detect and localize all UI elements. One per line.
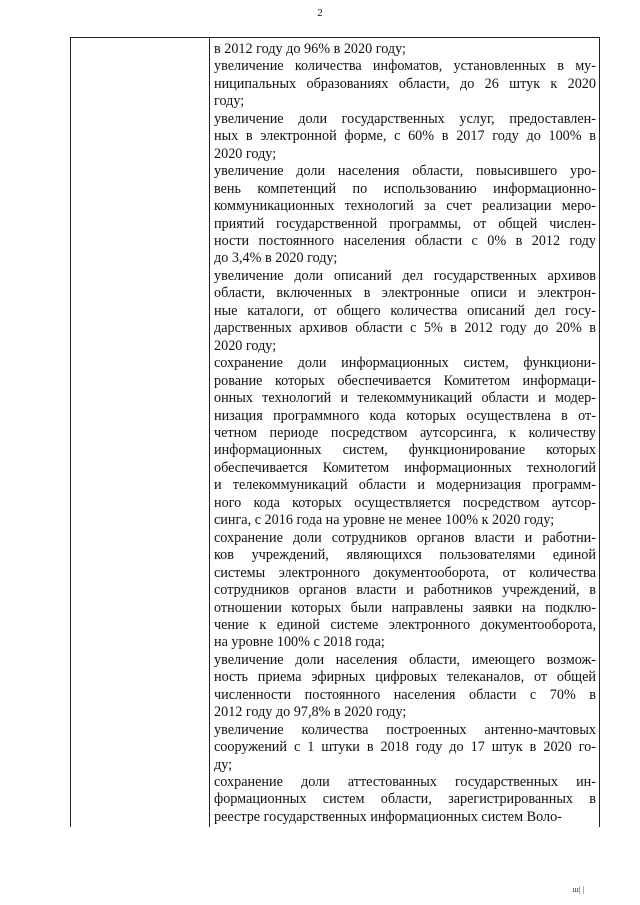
page-number: 2 bbox=[317, 7, 323, 19]
text-line: реестре государственных информационных систем Воло- bbox=[214, 808, 562, 825]
text-line: увеличение доли населения области, повысившего уро- bbox=[214, 163, 596, 180]
text-line: сотрудников органов власти и работников учреждений, в bbox=[214, 582, 596, 599]
text-line: сохранение доли сотрудников органов власти и работни- bbox=[214, 529, 596, 546]
footer-mark: ш| | bbox=[572, 885, 584, 894]
indicator-paragraph bbox=[214, 268, 596, 355]
text-line: дарственных архивов области с 5% в 2012 году до 20% в bbox=[214, 320, 596, 337]
text-line: 2020 году; bbox=[214, 145, 277, 162]
text-line: синга, с 2016 года на уровне не менее 100% к 2020 году; bbox=[214, 512, 555, 529]
indicator-paragraph bbox=[214, 111, 596, 163]
text-line: низация программного кода которых осуществлена в от- bbox=[214, 407, 596, 424]
text-line: увеличение доли государственных услуг, предоставлен- bbox=[214, 110, 596, 127]
indicator-paragraph bbox=[214, 652, 596, 722]
text-line: приятий государственной программы, от общей числен- bbox=[214, 215, 596, 232]
text-line: ного кода которых осуществляется посредством аутсор- bbox=[214, 494, 596, 511]
text-line: увеличение количества построенных антенно-мачтовых bbox=[214, 721, 596, 738]
indicators-text-cell bbox=[214, 41, 596, 826]
text-line: системы электронного документооборота, от количества bbox=[214, 564, 596, 581]
text-line: ков учреждений, являющихся пользователями единой bbox=[214, 547, 596, 564]
text-line: вень компетенций по использованию информационно- bbox=[214, 180, 596, 197]
text-line: 2020 году; bbox=[214, 337, 277, 354]
text-line: ность приема эфирных цифровых телеканалов, от общей bbox=[214, 669, 596, 686]
text-line: увеличение доли описаний дел государственных архивов bbox=[214, 267, 596, 284]
text-line: в 2012 году до 96% в 2020 году; bbox=[214, 41, 406, 57]
text-line: сооружений с 1 штуки в 2018 году до 17 штук в 2020 го- bbox=[214, 739, 596, 756]
text-line: отношении которых были направлены заявки на подклю- bbox=[214, 599, 596, 616]
text-line: численности постоянного населения области с 70% в bbox=[214, 686, 596, 703]
text-line: онных технологий и телекоммуникаций области и модер- bbox=[214, 390, 596, 407]
text-line: информационных систем, функционирование которых bbox=[214, 442, 596, 459]
text-line: ных в электронной форме, с 60% в 2017 году до 100% в bbox=[214, 128, 596, 145]
text-line: сохранение доли аттестованных государственных ин- bbox=[214, 774, 596, 791]
text-line: увеличение количества инфоматов, установленных в му- bbox=[214, 58, 596, 75]
text-line: ности постоянного населения области с 0% в 2012 году bbox=[214, 232, 596, 249]
text-line: формационных систем области, зарегистрированных в bbox=[214, 791, 596, 808]
text-line: коммуникационных технологий за счет реализации меро- bbox=[214, 198, 596, 215]
text-line: до 3,4% в 2020 году; bbox=[214, 250, 338, 267]
document-table bbox=[70, 37, 600, 827]
indicator-paragraph bbox=[214, 530, 596, 652]
text-line: году; bbox=[214, 93, 245, 110]
text-line: ниципальных образованиях области, до 26 штук к 2020 bbox=[214, 75, 596, 92]
text-line: ные каталоги, от общего количества описаний дел госу- bbox=[214, 302, 596, 319]
indicator-paragraph bbox=[214, 163, 596, 268]
column-divider bbox=[209, 38, 210, 827]
text-line: увеличение доли населения области, имеющего возмож- bbox=[214, 651, 596, 668]
indicator-paragraph bbox=[214, 58, 596, 110]
text-line: области, включенных в электронные описи и электрон- bbox=[214, 285, 596, 302]
text-line: обеспечивается Комитетом информационных технологий bbox=[214, 459, 596, 476]
indicator-paragraph bbox=[214, 355, 596, 530]
indicator-paragraph bbox=[214, 774, 596, 826]
text-line: четном периоде посредством аутсорсинга, к количеству bbox=[214, 424, 596, 441]
text-line: и телекоммуникаций области и модернизация программ- bbox=[214, 477, 596, 494]
text-line: 2012 году до 97,8% в 2020 году; bbox=[214, 704, 407, 721]
text-line: ду; bbox=[214, 756, 233, 773]
indicator-paragraph bbox=[214, 722, 596, 774]
text-line: рование которых обеспечивается Комитетом информаци- bbox=[214, 372, 596, 389]
text-line: чение к единой системе электронного документооборота, bbox=[214, 616, 596, 633]
indicator-paragraph bbox=[214, 41, 596, 58]
text-line: сохранение доли информационных систем, функциони- bbox=[214, 355, 596, 372]
text-line: на уровне 100% с 2018 года; bbox=[214, 634, 385, 651]
